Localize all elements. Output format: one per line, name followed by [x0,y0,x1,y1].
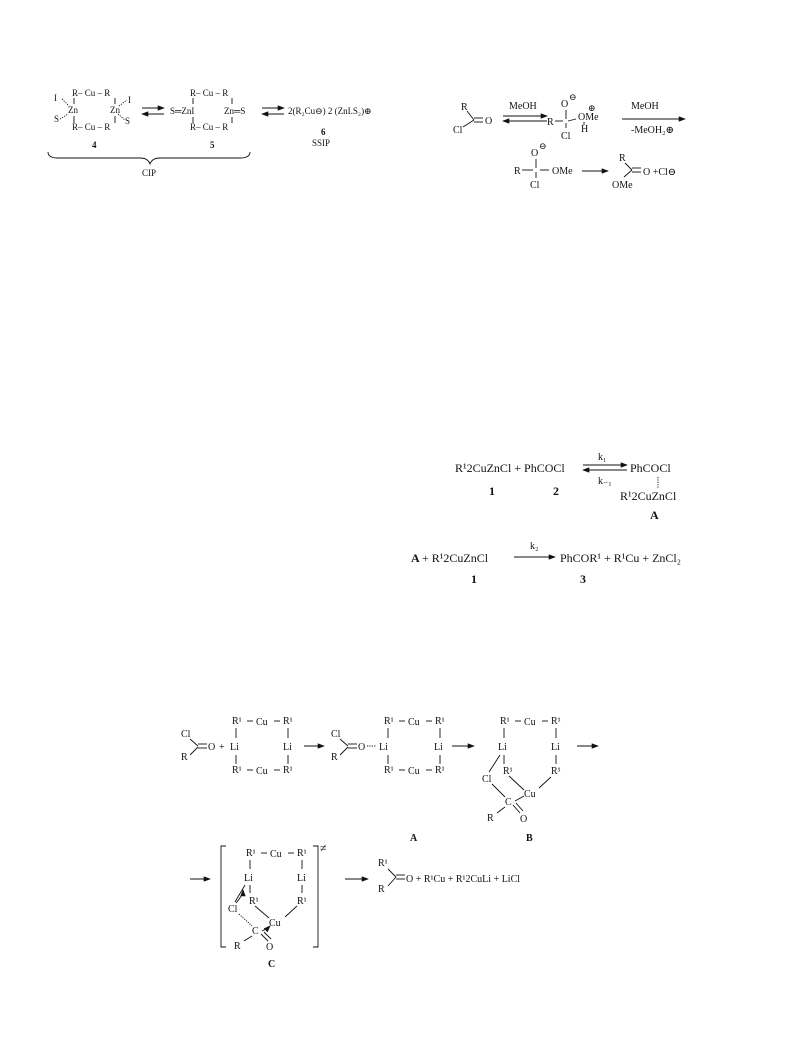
lithium: Li [498,742,507,753]
scheme-cuprate-mechanism [181,716,598,970]
copper: Cu [256,766,268,777]
r-group: R [378,884,385,895]
copper: Cu [270,849,282,860]
r1-group: R¹ [232,765,242,776]
r-group: R [547,117,554,128]
r1-group: R¹ [378,858,388,869]
compound-label-5: 5 [210,140,215,150]
plus-sign: + [219,742,225,753]
r1-group: R¹ [384,716,394,727]
zinc-right: Zn [110,105,120,115]
r1-group: R¹ [503,766,513,777]
r1-group: R¹ [246,848,256,859]
meoh-reagent: MeOH [509,101,537,112]
r-group: R [619,153,626,164]
r1-group: R¹ [297,896,307,907]
products-tail: O +Cl⊖ [643,167,677,178]
intermediate-label-b: B [526,833,533,844]
chloro: Cl [331,729,341,740]
equation-2-products: PhCOR¹ + R¹Cu + ZnCl₂ [560,551,681,565]
methoxy: OMe [552,166,573,177]
copper: Cu [524,789,536,800]
iodide-left: I [54,93,57,103]
rate-constant-k-minus-1: k₋₁ [598,476,612,487]
r-group: R [331,752,338,763]
meoh2-leaving: -MeOH₂⊕ [631,125,674,136]
hydrogen: H [581,124,589,135]
copper: Cu [269,918,281,929]
ssip-label: SSIP [312,138,331,148]
structure-5 [170,88,245,150]
copper: Cu [256,717,268,728]
cuprate-dimer [230,716,293,777]
carbonyl-carbon: C [505,797,512,808]
negative-charge: ⊖ [539,141,547,151]
rate-constant-k1: k₁ [598,452,607,463]
r-group: R [487,813,494,824]
complex-a-top: PhCOCl [630,461,671,475]
solvent-right: S [125,116,131,126]
r1-group: R¹ [551,716,561,727]
positive-charge: ⊕ [588,103,596,113]
solvent-left: S [54,114,60,124]
ssip-formula: 2(R₂Cu⊖) 2 (ZnI.S₂)⊕ [288,106,372,116]
compound-label-2: 2 [553,484,559,498]
transition-state-symbol: ≠ [320,841,327,855]
carbonyl-oxygen: O [520,814,528,825]
compound-label-6: 6 [321,127,326,137]
structure-4 [54,88,131,150]
lithium: Li [230,742,239,753]
scheme-cip-ssip-equilibrium [48,88,372,178]
methoxy: OMe [578,112,599,123]
lithium: Li [434,742,443,753]
lithium: Li [551,742,560,753]
lithium: Li [379,742,388,753]
solvated-zinc-iodide: S═ZnI [170,106,195,116]
chloro: Cl [482,774,492,785]
chloro: Cl [228,904,238,915]
scheme-methanolysis [453,92,685,191]
cu-bridge-bottom: R– Cu – R [72,122,111,132]
compound-label-1: 1 [489,484,495,498]
carbonyl-oxygen: O [208,742,216,753]
product-list: O + R¹Cu + R¹2CuLi + LiCl [406,874,521,885]
transition-state-label-c: C [268,959,276,970]
alkoxide-oxygen: O [561,99,569,110]
rate-constant-k2: k₂ [530,541,539,552]
chloro: Cl [181,729,191,740]
r1-group: R¹ [283,765,293,776]
chloro: Cl [561,131,571,142]
acyl-chloride [181,729,225,763]
r-group: R [181,752,188,763]
complex-a [331,716,445,844]
lithium: Li [297,873,306,884]
r1-group: R¹ [551,766,561,777]
scheme-kinetics [411,452,681,586]
copper: Cu [408,717,420,728]
transition-state-c [221,841,327,970]
chloro: Cl [530,180,540,191]
complex-b [482,716,561,844]
iodide-right: I [128,95,131,105]
zinc-left: Zn [68,105,78,115]
compound-label-4: 4 [92,140,97,150]
r1-group: R¹ [435,765,445,776]
r-group: R [461,102,468,113]
complex-label-a: A [650,508,659,522]
copper: Cu [408,766,420,777]
r1-group: R¹ [297,848,307,859]
cu-bridge-bottom: R– Cu – R [190,122,229,132]
r1-group: R¹ [435,716,445,727]
compound-label-3: 3 [580,572,586,586]
r-group: R [234,941,241,952]
carbonyl-oxygen: O [485,116,493,127]
chloro: Cl [453,125,463,136]
solvated-zinc: Zn═S [224,106,246,116]
lithium: Li [244,873,253,884]
negative-charge: ⊖ [569,92,577,102]
copper: Cu [524,717,536,728]
r1-group: R¹ [249,896,259,907]
carbonyl-oxygen: O [266,942,274,953]
r1-group: R¹ [500,716,510,727]
methoxy: OMe [612,180,633,191]
cu-bridge-top: R– Cu – R [72,88,111,98]
cu-bridge-top: R– Cu – R [190,88,229,98]
final-products [378,858,520,895]
alkoxide-oxygen: O [531,148,539,159]
compound-label-1: 1 [471,572,477,586]
carbonyl-carbon: C [252,926,259,937]
intermediate-label-a: A [410,833,418,844]
r-group: R [514,166,521,177]
r1-group: R¹ [283,716,293,727]
cip-label: CIP [142,168,157,178]
equation-2-complex-a: A [411,551,420,565]
meoh-reagent-2: MeOH [631,101,659,112]
r1-group: R¹ [232,716,242,727]
equation-2-reagent: + R¹2CuZnCl [422,551,489,565]
equation-1-reactants: R¹2CuZnCl + PhCOCl [455,461,565,475]
lithium: Li [283,742,292,753]
complex-a-bottom: R¹2CuZnCl [620,489,677,503]
cip-brace [48,152,250,164]
r1-group: R¹ [384,765,394,776]
carbonyl-oxygen: O [358,742,366,753]
